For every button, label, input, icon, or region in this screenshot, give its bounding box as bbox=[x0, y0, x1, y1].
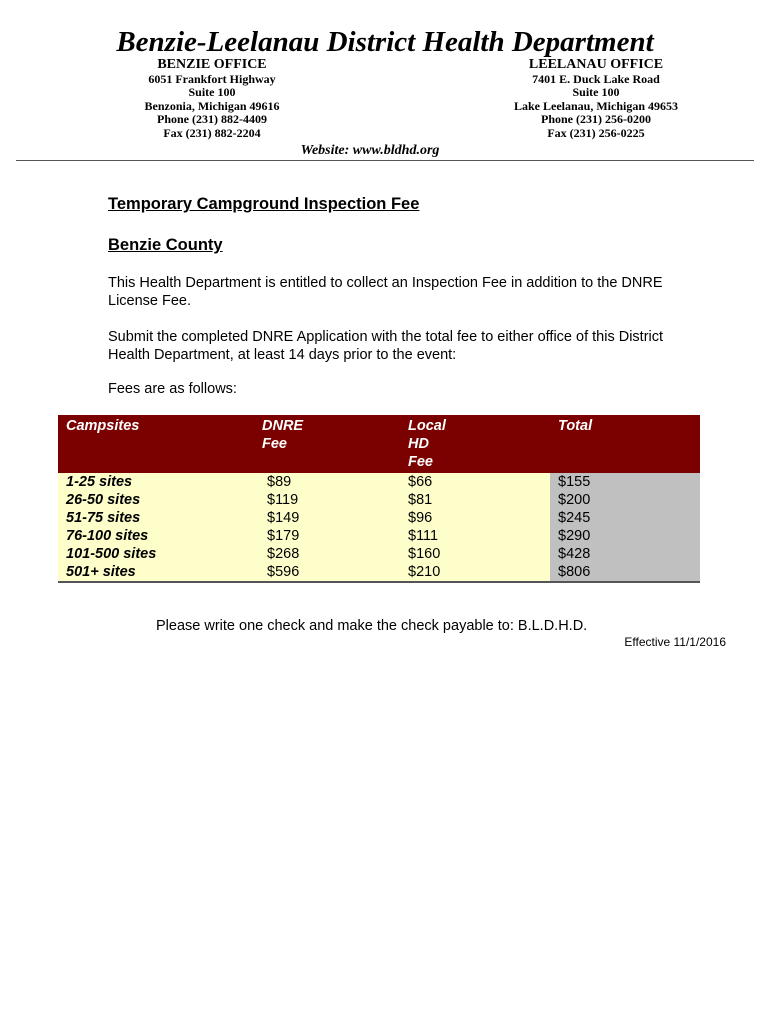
cell-total: $200 bbox=[550, 491, 700, 509]
cell-campsites: 26-50 sites bbox=[58, 491, 254, 509]
cell-dnre-fee: $268 bbox=[254, 545, 400, 563]
fee-table-body bbox=[58, 473, 700, 582]
table-row bbox=[58, 563, 700, 582]
table-row bbox=[58, 545, 700, 563]
cell-local-hd-fee: $210 bbox=[400, 563, 550, 582]
office-address-line: Lake Leelanau, Michigan 49653 bbox=[513, 98, 678, 113]
effective-date: Effective 11/1/2016 bbox=[624, 635, 726, 649]
fee-table bbox=[58, 415, 700, 583]
table-row bbox=[58, 509, 700, 527]
table-row bbox=[58, 491, 700, 509]
website-link[interactable]: Website: www.bldhd.org bbox=[300, 143, 440, 158]
cell-dnre-fee: $149 bbox=[254, 509, 400, 527]
cell-campsites: 51-75 sites bbox=[58, 509, 254, 527]
fee-table-header-row bbox=[58, 415, 700, 473]
cell-campsites: 1-25 sites bbox=[58, 473, 254, 491]
cell-total: $428 bbox=[550, 545, 700, 563]
header-total: Total bbox=[550, 415, 700, 473]
office-address-line: Benzonia, Michigan 49616 bbox=[144, 98, 280, 113]
office-fax: Fax (231) 256-0225 bbox=[547, 125, 645, 140]
cell-dnre-fee: $119 bbox=[254, 491, 400, 509]
check-payable-note: Please write one check and make the check payable to: B.L.D.H.D. bbox=[156, 618, 588, 634]
paragraph-fees-intro: Fees are as follows: bbox=[108, 381, 237, 397]
cell-dnre-fee: $179 bbox=[254, 527, 400, 545]
paragraph-fee-entitlement: This Health Department is entitled to collect an Inspection Fee in addition to the DNRE License Fee. bbox=[108, 275, 663, 309]
header-campsites: Campsites bbox=[58, 415, 254, 473]
header-divider bbox=[16, 160, 754, 161]
cell-campsites: 76-100 sites bbox=[58, 527, 254, 545]
table-row bbox=[58, 473, 700, 491]
cell-local-hd-fee: $81 bbox=[400, 491, 550, 509]
cell-dnre-fee: $89 bbox=[254, 473, 400, 491]
cell-total: $155 bbox=[550, 473, 700, 491]
office-name: BENZIE OFFICE bbox=[157, 57, 267, 72]
cell-local-hd-fee: $96 bbox=[400, 509, 550, 527]
table-row bbox=[58, 527, 700, 545]
document-title: Benzie-Leelanau District Health Department bbox=[116, 26, 654, 58]
cell-campsites: 101-500 sites bbox=[58, 545, 254, 563]
header-dnre-fee: DNRE Fee bbox=[254, 415, 400, 473]
office-phone: Phone (231) 256-0200 bbox=[541, 112, 651, 126]
paragraph-submission: Submit the completed DNRE Application with the total fee to either office of this District Health Department, at least 14 days prior to the event: bbox=[108, 329, 664, 363]
cell-campsites: 501+ sites bbox=[58, 563, 254, 582]
office-address-line: Suite 100 bbox=[188, 85, 236, 99]
cell-total: $806 bbox=[550, 563, 700, 582]
cell-local-hd-fee: $111 bbox=[400, 527, 550, 545]
page-heading: Temporary Campground Inspection Fee bbox=[108, 195, 420, 213]
header-local-hd-fee: Local HD Fee bbox=[400, 415, 550, 473]
office-phone: Phone (231) 882-4409 bbox=[157, 112, 267, 126]
office-address-line: Suite 100 bbox=[572, 85, 620, 99]
cell-dnre-fee: $596 bbox=[254, 563, 400, 582]
office-name: LEELANAU OFFICE bbox=[528, 57, 664, 72]
cell-local-hd-fee: $66 bbox=[400, 473, 550, 491]
office-address-line: 7401 E. Duck Lake Road bbox=[532, 71, 660, 86]
cell-total: $290 bbox=[550, 527, 700, 545]
benzie-office-block bbox=[102, 58, 322, 140]
office-address-line: 6051 Frankfort Highway bbox=[148, 71, 276, 86]
leelanau-office-block bbox=[486, 58, 706, 140]
county-heading: Benzie County bbox=[108, 236, 223, 254]
cell-total: $245 bbox=[550, 509, 700, 527]
cell-local-hd-fee: $160 bbox=[400, 545, 550, 563]
office-fax: Fax (231) 882-2204 bbox=[163, 125, 261, 140]
